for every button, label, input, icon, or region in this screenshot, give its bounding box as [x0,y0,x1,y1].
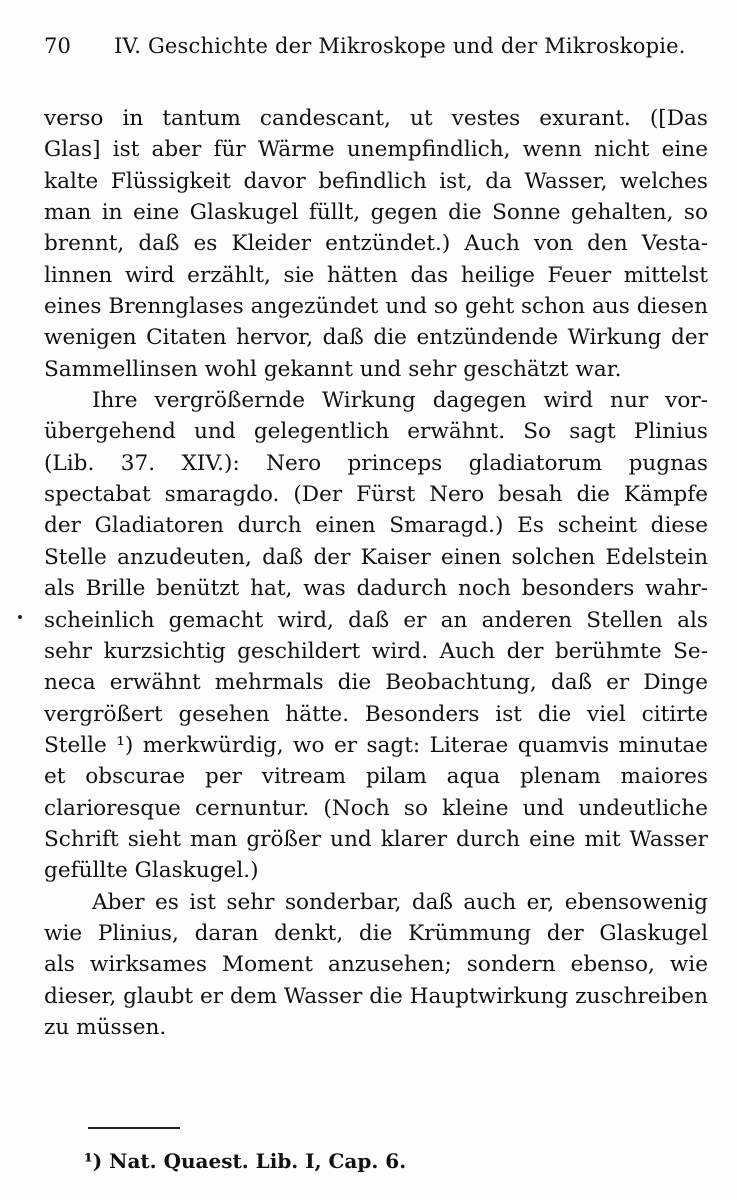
text-line: Stelle ¹) merkwürdig, wo er sagt: Literae quamvis minutae [44,732,708,758]
text-line: (Lib. 37. XIV.): Nero princeps gladiatorum pugnas [44,450,708,476]
text-line: neca erwähnt mehrmals die Beobachtung, daß er Dinge [44,670,708,696]
margin-mark [18,615,22,619]
text-line: linnen wird erzählt, sie hätten das heilige Feuer mittelst [44,262,708,288]
text-line: et obscurae per vitream pilam aqua plenam maiores [44,764,708,790]
text-line: Schrift sieht man größer und klarer durch eine mit Wasser [44,826,708,852]
text-line: vergrößert gesehen hätte. Besonders ist die viel citirte [44,701,708,727]
text-line: verso in tantum candescant, ut vestes exurant. ([Das [44,106,708,131]
text-line: Glas] ist aber für Wärme unempfindlich, wenn nicht eine [44,137,708,163]
body-text [44,103,708,1043]
text-line: übergehend und gelegentlich erwähnt. So sagt Plinius [44,419,708,445]
text-line: Aber es ist sehr sonderbar, daß auch er, ebensowenig [92,889,708,915]
text-line: dieser, glaubt er dem Wasser die Hauptwirkung zuschreiben [44,983,708,1009]
text-line: wie Plinius, daran denkt, die Krümmung der Glaskugel [44,920,708,946]
text-line: clarioresque cernuntur. (Noch so kleine und undeutliche [44,795,708,821]
text-line: als Brille benützt hat, was dadurch noch besonders wahr- [44,576,708,602]
text-line: Ihre vergrößernde Wirkung dagegen wird nur vor- [92,388,708,414]
text-line: sehr kurzsichtig geschildert wird. Auch der berühmte Se- [44,638,708,664]
text-line: als wirksames Moment anzusehen; sondern ebenso, wie [44,952,708,978]
page-number: 70 [44,34,72,58]
text-line: spectabat smaragdo. (Der Fürst Nero besah die Kämpfe [44,482,708,508]
text-line: scheinlich gemacht wird, daß er an anderen Stellen als [44,607,708,633]
running-head [44,34,704,68]
text-line: wenigen Citaten hervor, daß die entzündende Wirkung der [44,325,708,351]
text-line: Sammellinsen wohl gekannt und sehr geschätzt war. [44,356,622,382]
footnote: ¹) Nat. Quaest. Lib. I, Cap. 6. [84,1149,407,1173]
footnote-rule [88,1127,180,1129]
text-line: eines Brennglases angezündet und so geht schon aus diesen [44,294,708,320]
text-line: der Gladiatoren durch einen Smaragd.) Es scheint diese [44,513,708,539]
chapter-title: IV. Geschichte der Mikroskope und der Mikroskopie. [114,34,686,58]
text-line: gefüllte Glaskugel.) [44,858,259,884]
text-line: brennt, daß es Kleider entzündet.) Auch von den Vesta- [44,231,708,257]
text-line: zu müssen. [44,1014,167,1040]
text-line: man in eine Glaskugel füllt, gegen die Sonne gehalten, so [44,200,708,226]
text-line: kalte Flüssigkeit davor befindlich ist, da Wasser, welches [44,168,708,194]
text-line: Stelle anzudeuten, daß der Kaiser einen solchen Edelstein [44,544,708,570]
